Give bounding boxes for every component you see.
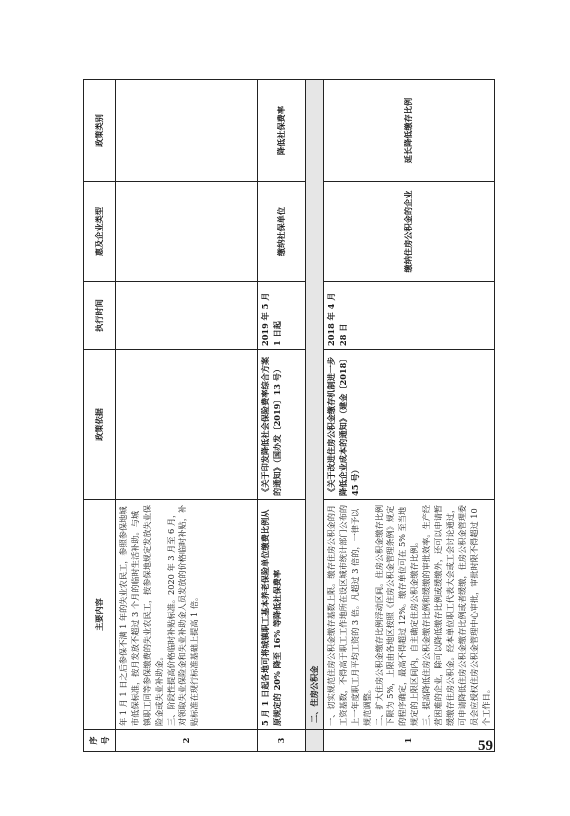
row-content <box>324 500 495 730</box>
rotated-policy-table <box>83 80 489 752</box>
table-row <box>324 80 495 752</box>
row-content <box>258 500 306 730</box>
header-basis: 政策依据 <box>84 350 116 500</box>
content-paragraph: 三、提高降低住房公积金缴存比例和缓缴的审批效率。生产经营困难的企业，除可以降低缴存比例或缓缴外，还可以申请暂缓缴存住房公积金。经本单位职工代表大会或工会讨论通过，可申请降低住房公积金缴存比例或者缓缴，住房公积金管理委员会应授权住房公积金管理中心审批，审批时限不得超过 10 个工作日。 <box>421 504 491 726</box>
row-index: 2 <box>116 730 258 752</box>
policy-table <box>83 79 495 752</box>
page-number: 59 <box>478 738 493 754</box>
row-category: 降低社保费率 <box>258 80 306 182</box>
row-time <box>116 282 258 350</box>
row-time: 2019 年 5 月 1 日起 <box>258 282 306 350</box>
section-row <box>306 80 324 752</box>
content-paragraph: 年 1 月 1 日之后参保不满 1 年的失业农民工，参照参保地城市低保标准，按月发放不超过 3 个月的临时生活补助。与城镇职工同等参保缴费的失业农民工，按参保地规定发放失业保险金或失业补助金。 <box>118 504 164 726</box>
row-index: 1 <box>324 730 495 752</box>
row-content <box>116 500 258 730</box>
header-index: 序号 <box>84 730 116 752</box>
header-content: 主要内容 <box>84 500 116 730</box>
row-scope: 缴纳住房公积金的企业 <box>324 182 495 282</box>
section-index-cell <box>306 730 324 752</box>
row-basis <box>116 350 258 500</box>
row-time: 2018 年 4 月 28 日 <box>324 282 495 350</box>
table-row <box>258 80 306 752</box>
row-basis: 《关于印发降低社会保险费率综合方案的通知》（国办发〔2019〕13 号） <box>258 350 306 500</box>
row-scope <box>116 182 258 282</box>
row-index: 3 <box>258 730 306 752</box>
content-paragraph: 一、切实规范住房公积金缴存基数上限。缴存住房公积金的月工资基数，不得高于职工工作地所在设区城市统计部门公布的上一年度职工月平均工资的 3 倍。凡超过 3 倍的，一律予以规范调整。 <box>326 504 372 726</box>
row-scope: 缴纳社保单位 <box>258 182 306 282</box>
header-scope: 惠及企业类型 <box>84 182 116 282</box>
header-category: 政策类别 <box>84 80 116 182</box>
header-time: 执行时间 <box>84 282 116 350</box>
content-paragraph: 5 月 1 日起各地可将城镇职工基本养老保险单位缴费比例从原规定的 20% 降至 16% 等降低社保费率 <box>260 509 282 726</box>
row-category: 延长降低缴存比例 <box>324 80 495 182</box>
table-header-row <box>84 80 116 752</box>
row-category <box>116 80 258 182</box>
content-paragraph: 二、扩大住房公积金缴存比例浮动区间。住房公积金缴存比例下限为 5%，上限由各地区按照《住房公积金管理条例》规定的程序确定，最高不得超过 12%。缴存单位可在 5% 至当地规定的上限区间内，自主确定住房公积金缴存比例。 <box>373 504 420 726</box>
row-basis: 《关于改进住房公积金缴存机制进一步降低企业成本的通知》（建金〔2018〕45 号） <box>324 350 495 500</box>
content-paragraph: 三、阶段性提高价格临时补贴标准。2020 年 3 月至 6 月，对领取失业保险金和失业补助金人员发放的价格临时补贴，补贴标准在现行标准基础上提高 1 倍。 <box>165 504 200 726</box>
table-row <box>116 80 258 752</box>
section-title: 二、住房公积金 <box>306 80 324 730</box>
